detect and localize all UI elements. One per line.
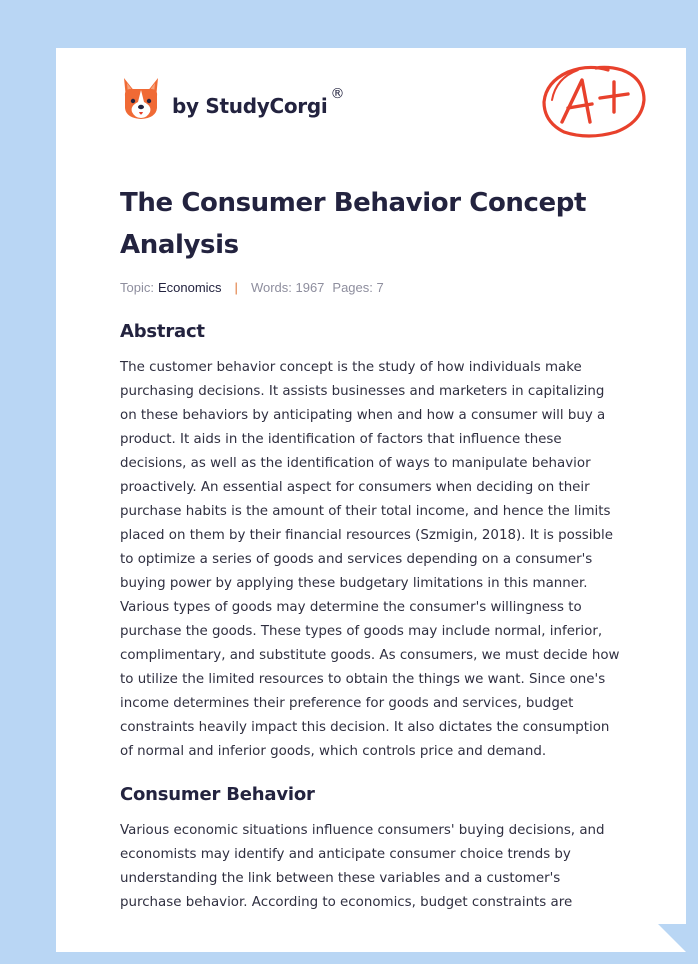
abstract-paragraph: The customer behavior concept is the study of how individuals make purchasing decisions. It assists businesses and marketers in capitalizing on these behaviors by anticipating when and how a consumer will buy a product. It aids in the identification of factors that influence these decisions, as well as the identification of ways to manipulate behavior proactively. An essential aspect for consumers when deciding on their purchase habits is the amount of their total income, and hence the limits placed on them by their financial resources (Szmigin, 2018). It is possible to optimize a series of goods and services depending on a consumer's buying power by applying these budgetary limitations in this manner. Various types of goods may determine the consumer's willingness to purchase the goods. These types of goods may include normal, inferior, complimentary, and substitute goods. As consumers, we must decide how to utilize the limited resources to obtain the things we want. Since one's income determines their preference for goods and services, budget constraints heavily impact this decision. It also dictates the consumption of normal and inferior goods, which controls price and demand. [120, 360, 620, 759]
section-heading-consumer-behavior: Consumer Behavior [120, 784, 315, 805]
brand-name-text: by StudyCorgi [172, 94, 328, 118]
section-heading-abstract: Abstract [120, 321, 205, 342]
registered-mark: ® [330, 86, 345, 102]
a-plus-grade-icon [538, 60, 648, 140]
document-title: The Consumer Behavior Concept Analysis [120, 188, 587, 260]
studycorgi-logo[interactable] [120, 76, 344, 122]
page-count: Pages: 7 [332, 280, 384, 295]
corgi-logo-icon [120, 76, 162, 122]
document-meta [120, 280, 622, 295]
topic-label: Topic: [120, 280, 154, 295]
topic-link[interactable]: Economics [157, 280, 222, 295]
consumer-behavior-paragraph: Various economic situations influence consumers' buying decisions, and economists may identify and anticipate consumer choice trends by understanding the link between these variables and a customer's purchase behavior. According to economics, budget constraints are [120, 823, 605, 910]
word-count: Words: 1967 [250, 280, 325, 295]
brand-name [172, 86, 345, 118]
meta-separator: | [234, 280, 238, 295]
page-corner-fold [658, 924, 686, 952]
page-header [120, 48, 622, 160]
document-page [56, 48, 686, 952]
